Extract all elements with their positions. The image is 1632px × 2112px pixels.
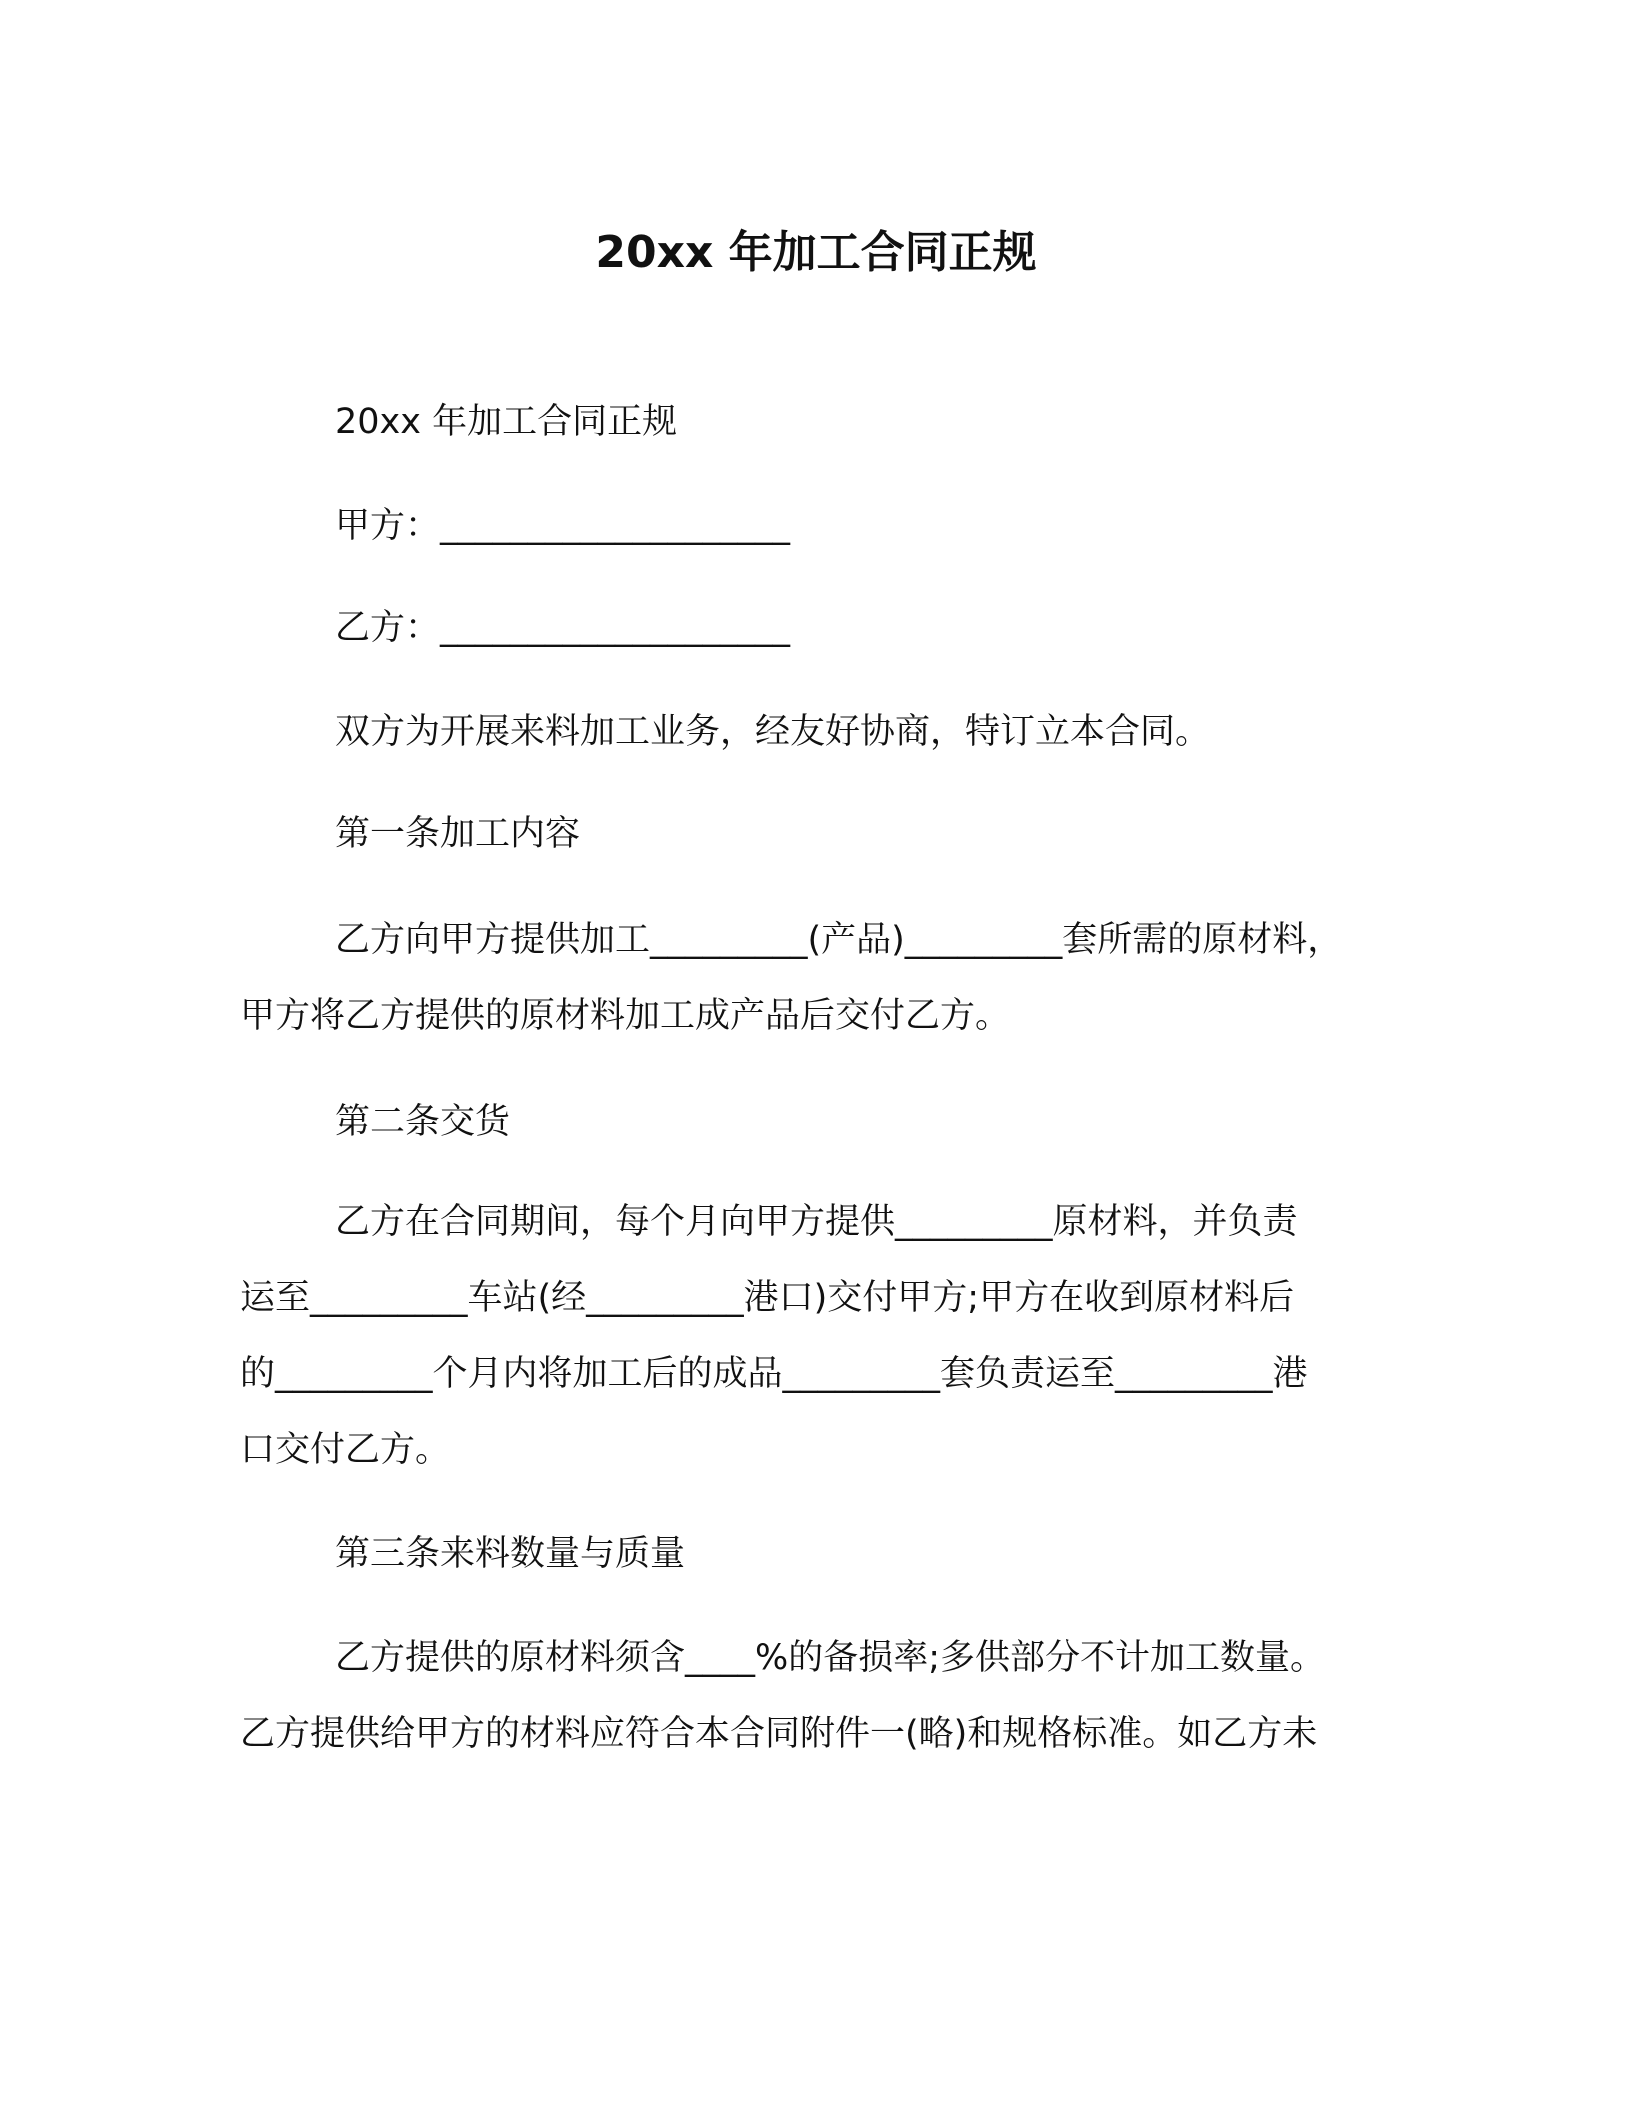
article-heading-text: 第二条交货 [335, 1102, 511, 1142]
paragraph-line: 口交付乙方。 [240, 1430, 451, 1470]
paragraph-line: 乙方在合同期间，每个月向甲方提供_________原材料，并负责 [335, 1202, 1298, 1242]
article-1-heading [240, 796, 1400, 872]
document-title: 20xx 年加工合同正规 [595, 227, 1037, 278]
article-2-body [240, 1184, 1400, 1488]
paragraph-text: 双方为开展来料加工业务，经友好协商，特订立本合同。 [335, 712, 1211, 752]
paragraph-line: 甲方将乙方提供的原材料加工成产品后交付乙方。 [240, 996, 1011, 1036]
article-2-heading [240, 1084, 1400, 1160]
paragraph-line: 乙方提供给甲方的材料应符合本合同附件一(略)和规格标准。如乙方未 [240, 1714, 1318, 1754]
party-a-text: 甲方：____________________ [335, 506, 791, 546]
paragraph-heading-repeat [240, 384, 1400, 460]
paragraph-line: 乙方提供的原材料须含____%的备损率;多供部分不计加工数量。 [335, 1638, 1326, 1678]
paragraph-text: 20xx 年加工合同正规 [335, 402, 678, 442]
paragraph-line: 的_________个月内将加工后的成品_________套负责运至_________港 [240, 1354, 1308, 1394]
party-b-line [240, 590, 1400, 666]
preamble-paragraph [240, 694, 1400, 770]
article-heading-text: 第一条加工内容 [335, 814, 581, 854]
article-heading-text: 第三条来料数量与质量 [335, 1534, 686, 1574]
article-3-heading [240, 1516, 1400, 1592]
paragraph-line: 乙方向甲方提供加工_________(产品)_________套所需的原材料， [335, 920, 1343, 960]
paragraph-line: 运至_________车站(经_________港口)交付甲方;甲方在收到原材料后 [240, 1278, 1295, 1318]
party-b-text: 乙方：____________________ [335, 608, 791, 648]
party-a-line [240, 488, 1400, 564]
article-1-body [240, 902, 1400, 1054]
article-3-body [240, 1620, 1400, 1772]
